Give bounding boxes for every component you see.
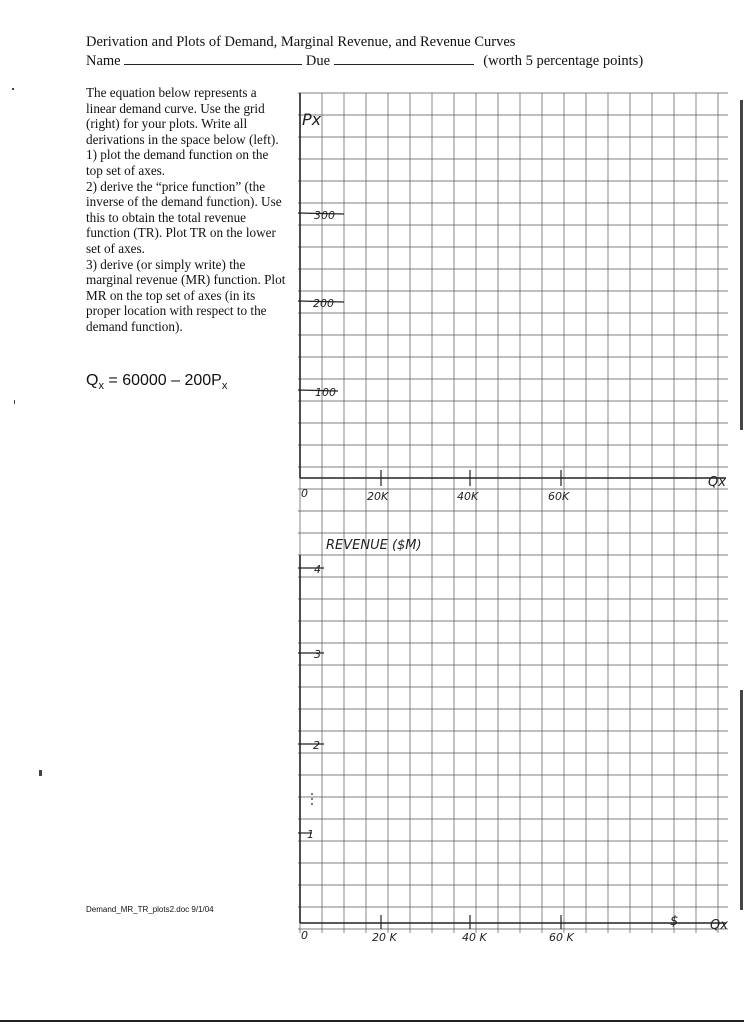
top-y-tick-label-100: 100 xyxy=(315,386,336,399)
instructions-step1: 1) plot the demand function on the top set of axes. xyxy=(86,147,269,178)
instructions-step2: 2) derive the “price function” (the inverse of the demand function). Use this to obtain the total revenue function (TR). Plot TR on the lower set of axes. xyxy=(86,178,282,256)
top-y-tick-200 xyxy=(298,297,344,310)
bottom-y-tick-3 xyxy=(298,648,324,661)
scan-speck xyxy=(12,88,14,90)
top-origin-label: 0 xyxy=(301,487,308,500)
equation-rhs: = 60000 – 200P xyxy=(103,372,222,389)
name-blank[interactable] xyxy=(124,52,302,65)
grid-lines xyxy=(298,93,728,933)
top-x-tick-label-60k: 60K xyxy=(548,490,570,503)
instructions-step3: 3) derive (or simply write) the marginal revenue (MR) function. Plot MR on the top set of axes (in its proper location with respect to the demand function). xyxy=(86,256,286,334)
bottom-y-tick-label-4: 4 xyxy=(314,563,321,576)
scan-speck xyxy=(14,400,15,404)
footer-filename: Demand_MR_TR_plots2.doc 9/1/04 xyxy=(86,905,214,914)
bottom-y-tick-label-2: 2 xyxy=(313,739,320,752)
bottom-x-tick-label-60k: 60 K xyxy=(549,931,574,944)
scan-edge xyxy=(740,100,743,430)
worth-note: (worth 5 percentage points) xyxy=(483,53,644,69)
top-x-tick-label-40k: 40K xyxy=(457,490,479,503)
name-label: Name xyxy=(86,53,121,69)
top-y-axis-label: Px xyxy=(302,110,322,129)
scan-bottom-edge xyxy=(0,1020,744,1022)
top-y-tick-label-200: 200 xyxy=(313,297,334,310)
bottom-y-tick-2 xyxy=(298,739,324,752)
revenue-axis-title: REVENUE ($M) xyxy=(326,538,422,553)
bottom-y-tick-4 xyxy=(298,563,324,576)
equation-lhs: Q xyxy=(86,372,99,389)
name-due-line xyxy=(86,52,643,70)
bottom-y-tick-label-3: 3 xyxy=(314,648,321,661)
equation-lhs-sub: x xyxy=(98,380,104,393)
top-y-tick-300 xyxy=(298,209,344,222)
top-x-tick-label-20k: 20K xyxy=(367,490,389,503)
top-y-tick-label-300: 300 xyxy=(314,209,335,222)
graph-paper-grid[interactable] xyxy=(298,93,728,944)
bottom-x-tick-label-40k: 40 K xyxy=(462,931,487,944)
demand-equation xyxy=(86,372,227,392)
top-y-tick-100 xyxy=(298,386,338,399)
scan-speck xyxy=(39,770,42,776)
top-x-axis-label: Qx xyxy=(708,475,726,490)
bottom-x-axis-label: Qx xyxy=(710,918,728,933)
instructions xyxy=(86,85,286,335)
bottom-x-tick-label-20k: 20 K xyxy=(372,931,397,944)
document-title: Derivation and Plots of Demand, Marginal Revenue, and Revenue Curves xyxy=(86,34,516,50)
equation-rhs-sub: x xyxy=(221,380,228,393)
due-blank[interactable] xyxy=(334,52,474,65)
scan-edge xyxy=(740,690,743,910)
instructions-intro: The equation below represents a linear demand curve. Use the grid (right) for your plots. Write all derivations in the space below (left). xyxy=(86,85,279,147)
bottom-y-tick-label-1: 1 xyxy=(307,828,314,841)
due-label: Due xyxy=(305,53,331,69)
bottom-origin-label: 0 xyxy=(301,929,308,942)
dollar-mark: $ xyxy=(670,914,679,929)
